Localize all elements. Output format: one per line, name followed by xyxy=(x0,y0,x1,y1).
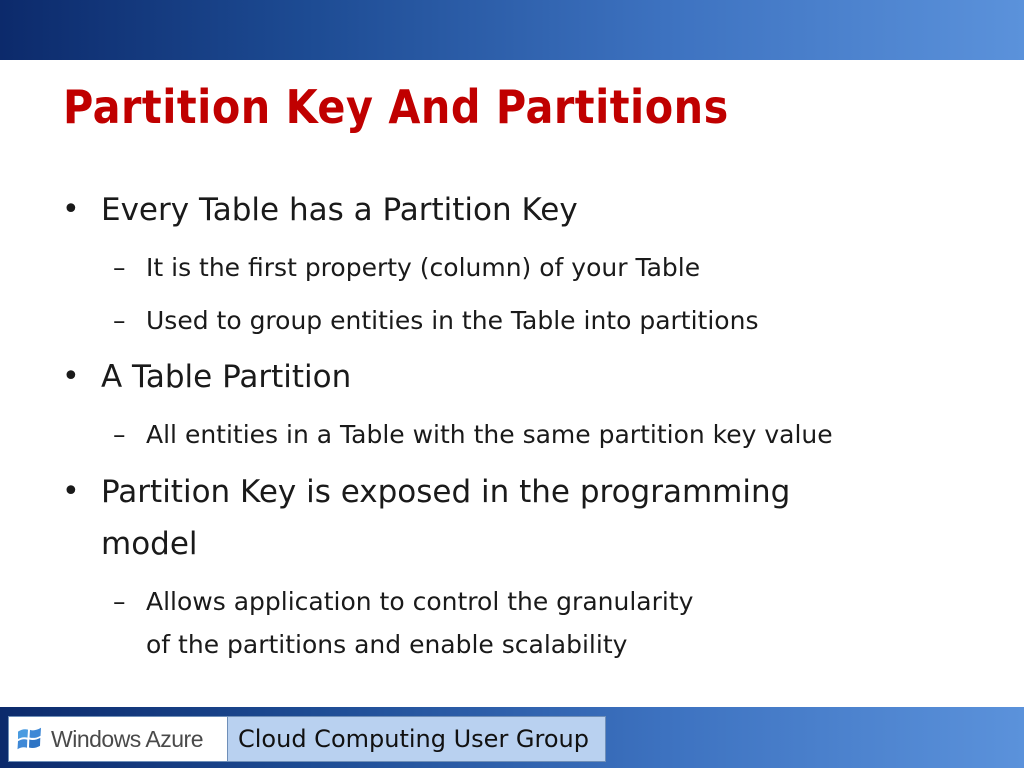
dash-marker: – xyxy=(113,587,126,616)
bullet-2-text: A Table Partition xyxy=(101,359,352,395)
dash-marker: – xyxy=(113,420,126,449)
bullet-3-text-line-2: model xyxy=(101,526,198,562)
bullet-1-sub-2: Used to group entities in the Table into partitions xyxy=(146,306,759,335)
bullet-3-sub-1-line-1: Allows application to control the granularity xyxy=(146,587,694,616)
bullet-marker: • xyxy=(62,359,80,394)
logo-text: Windows Azure xyxy=(51,725,204,752)
bullet-3-text-line-1: Partition Key is exposed in the programming xyxy=(101,474,791,510)
slide-title: Partition Key And Partitions xyxy=(63,80,729,134)
dash-marker: – xyxy=(113,306,126,335)
bullet-3-sub-1-line-2: of the partitions and enable scalability xyxy=(146,630,628,659)
top-header-band xyxy=(0,0,1024,60)
windows-flag-icon xyxy=(15,725,45,753)
bullet-1-text: Every Table has a Partition Key xyxy=(101,192,578,228)
windows-azure-logo xyxy=(9,717,227,761)
user-group-label-box xyxy=(227,717,605,761)
bullet-2-sub-1: All entities in a Table with the same partition key value xyxy=(146,420,833,449)
bullet-marker: • xyxy=(62,192,80,227)
bullet-1-sub-1: It is the first property (column) of your Table xyxy=(146,253,701,282)
dash-marker: – xyxy=(113,253,126,282)
footer-badge xyxy=(8,716,606,762)
user-group-name: Cloud Computing User Group xyxy=(238,725,589,753)
bullet-marker: • xyxy=(62,474,80,509)
